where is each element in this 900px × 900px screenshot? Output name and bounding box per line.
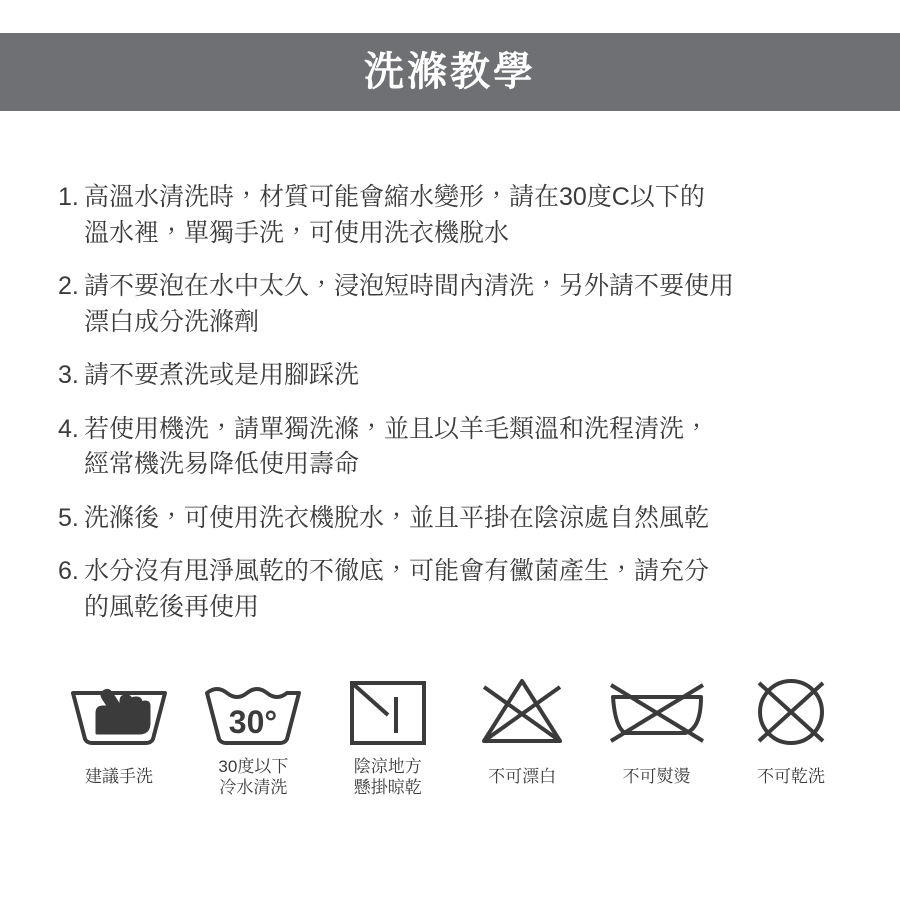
caption-line: 30度以下 xyxy=(218,757,289,776)
list-item-number: 1. xyxy=(58,183,79,211)
list-item xyxy=(58,180,848,251)
list-item-line: 溫水裡，單獨手洗，可使用洗衣機脫水 xyxy=(84,218,510,247)
caption-line: 不可熨燙 xyxy=(622,767,691,786)
list-item-line: 若使用機洗，請單獨洗滌，並且以羊毛類溫和洗程清洗， xyxy=(84,414,710,443)
caption-line: 建議手洗 xyxy=(85,767,153,786)
care-symbol-caption xyxy=(218,756,288,799)
care-symbol-wash-30 xyxy=(194,672,312,799)
care-symbol-line-dry-shade xyxy=(329,672,447,799)
list-item-line: 水分沒有甩淨風乾的不徹底，可能會有黴菌產生，請充分 xyxy=(84,557,710,585)
list-item xyxy=(58,501,848,537)
caption-line: 冷水清洗 xyxy=(219,778,288,798)
list-item xyxy=(58,554,848,625)
care-symbol-caption xyxy=(757,766,825,787)
care-symbol-row xyxy=(60,672,850,799)
page-title: 洗滌教學 xyxy=(364,50,536,94)
care-symbol-no-iron xyxy=(598,672,716,787)
page-header-banner xyxy=(0,33,900,111)
do-not-dry-clean-icon xyxy=(747,672,835,750)
care-symbol-caption xyxy=(85,766,153,787)
list-item-line: 請不要煮洗或是用腳踩洗 xyxy=(84,361,360,389)
wash-temperature-label: 30° xyxy=(229,704,278,740)
list-item-line: 洗滌後，可使用洗衣機脫水，並且平掛在陰涼處自然風乾 xyxy=(84,503,710,532)
hand-wash-icon xyxy=(67,672,171,750)
list-item-text xyxy=(84,180,848,251)
caption-line: 不可漂白 xyxy=(488,767,557,786)
care-symbol-caption xyxy=(488,766,556,787)
care-symbol-hand-wash xyxy=(60,672,178,787)
list-item-line: 高溫水清洗時，材質可能會縮水變形，請在30度C以下的 xyxy=(84,183,705,211)
list-item xyxy=(58,269,848,340)
list-item-number: 2. xyxy=(58,272,79,300)
list-item xyxy=(58,412,848,483)
list-item-number: 4. xyxy=(58,414,79,443)
list-item-number: 5. xyxy=(58,503,79,532)
instruction-list xyxy=(58,180,848,643)
list-item-number: 6. xyxy=(58,557,79,585)
caption-line: 懸掛晾乾 xyxy=(353,778,422,798)
wash-30-degree-icon xyxy=(201,672,305,750)
list-item-text xyxy=(84,501,848,537)
care-symbol-caption xyxy=(623,766,691,787)
list-item-text xyxy=(84,412,848,483)
care-symbol-caption xyxy=(354,756,422,799)
list-item-text xyxy=(84,554,848,625)
caption-line: 陰涼地方 xyxy=(353,757,422,776)
care-symbol-no-dry-clean xyxy=(732,672,850,787)
do-not-bleach-icon xyxy=(474,672,570,750)
caption-line: 不可乾洗 xyxy=(756,767,825,786)
list-item-text xyxy=(84,358,848,394)
list-item-line: 漂白成分洗滌劑 xyxy=(84,307,260,336)
list-item xyxy=(58,358,848,394)
care-symbol-no-bleach xyxy=(463,672,581,787)
list-item-number: 3. xyxy=(58,361,79,389)
list-item-text xyxy=(84,269,848,340)
do-not-iron-icon xyxy=(603,672,711,750)
list-item-line: 經常機洗易降低使用壽命 xyxy=(84,450,360,478)
list-item-line: 請不要泡在水中太久，浸泡短時間內清洗，另外請不要使用 xyxy=(84,272,735,300)
line-dry-in-shade-icon xyxy=(344,672,432,750)
list-item-line: 的風乾後再使用 xyxy=(84,592,260,621)
